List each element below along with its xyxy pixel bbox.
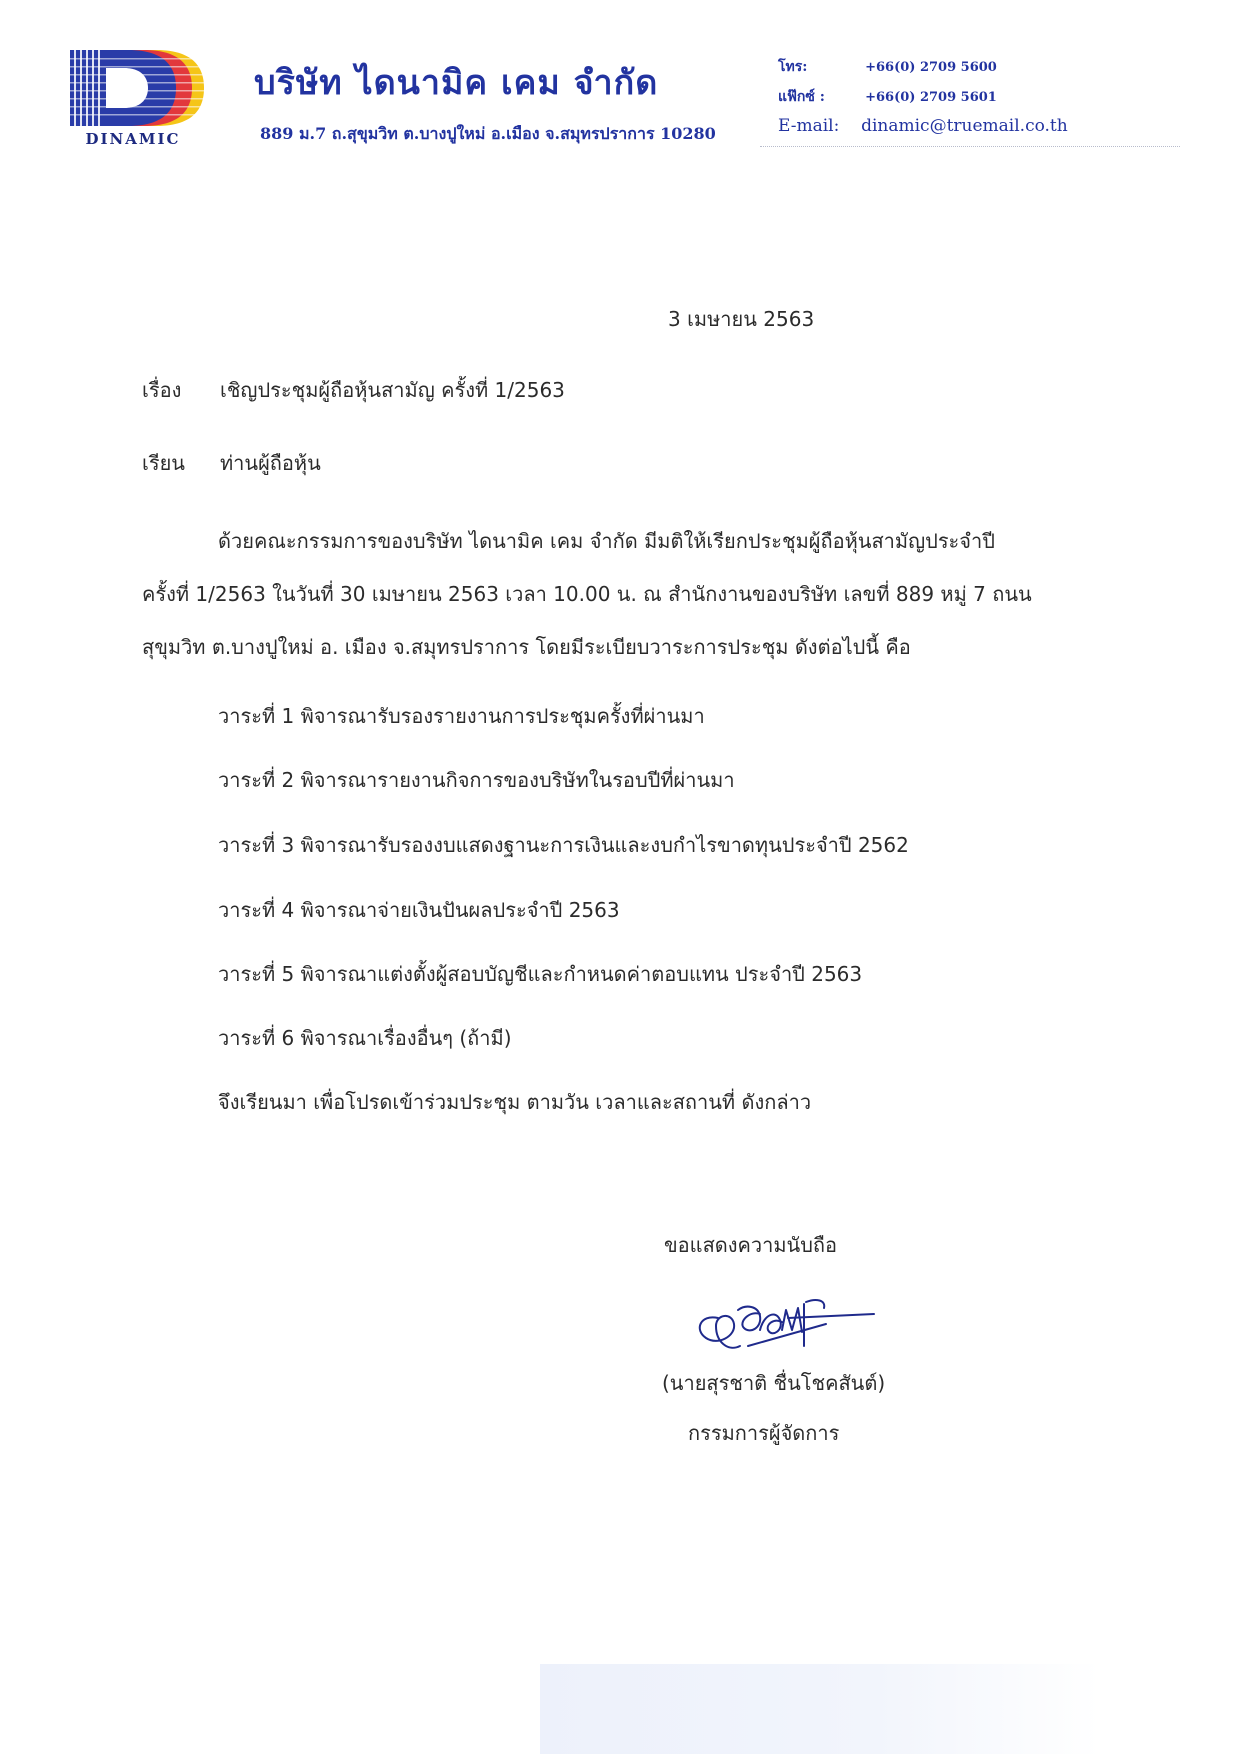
agenda-item-5: วาระที่ 5 พิจารณาแต่งตั้งผู้สอบบัญชีและกำหนดค่าตอบแทน ประจำปี 2563	[218, 962, 863, 986]
scan-edge-tint	[540, 1664, 1100, 1754]
agenda-item-4: วาระที่ 4 พิจารณาจ่ายเงินปันผลประจำปี 2563	[218, 898, 620, 922]
email-row	[778, 116, 1068, 146]
subject-text: เชิญประชุมผู้ถือหุ้นสามัญ ครั้งที่ 1/2563	[220, 378, 565, 402]
email-label: E-mail:	[778, 116, 840, 136]
signer-title: กรรมการผู้จัดการ	[688, 1421, 840, 1445]
phone-value: +66(0) 2709 5600	[865, 60, 997, 75]
signer-name: (นายสุรชาติ ชื่นโชคสันต์)	[662, 1371, 886, 1395]
fax-label: แฟ๊กซ์ :	[778, 89, 825, 105]
phone-label: โทร:	[778, 59, 808, 75]
closing-sentence: จึงเรียนมา เพื่อโปรดเข้าร่วมประชุม ตามวัน เวลาและสถานที่ ดังกล่าว	[218, 1090, 812, 1114]
company-logo	[68, 46, 208, 156]
agenda-item-3: วาระที่ 3 พิจารณารับรองงบแสดงฐานะการเงินและงบกำไรขาดทุนประจำปี 2562	[218, 833, 909, 857]
letter-date: 3 เมษายน 2563	[668, 307, 815, 331]
paragraph-line: ด้วยคณะกรรมการของบริษัท ไดนามิค เคม จำกัด มีมติให้เรียกประชุมผู้ถือหุ้นสามัญประจำปี	[218, 529, 995, 553]
subject-label: เรื่อง	[142, 378, 182, 402]
dinamic-d-logo-icon	[68, 46, 208, 130]
recipient-label: เรียน	[142, 451, 185, 475]
fax-value: +66(0) 2709 5601	[865, 90, 997, 105]
fax-row	[778, 86, 1068, 116]
logo-wordmark: DINAMIC	[85, 130, 181, 148]
header-divider	[760, 146, 1180, 147]
contact-block	[778, 56, 1068, 146]
regards-text: ขอแสดงความนับถือ	[664, 1233, 838, 1257]
phone-row	[778, 56, 1068, 86]
email-value: dinamic@truemail.co.th	[861, 116, 1068, 136]
agenda-item-2: วาระที่ 2 พิจารณารายงานกิจการของบริษัทในรอบปีที่ผ่านมา	[218, 768, 735, 792]
company-address: 889 ม.7 ถ.สุขุมวิท ต.บางปูใหม่ อ.เมือง จ.สมุทรปราการ 10280	[260, 124, 716, 143]
agenda-item-1: วาระที่ 1 พิจารณารับรองรายงานการประชุมครั้งที่ผ่านมา	[218, 704, 705, 728]
paragraph-line: ครั้งที่ 1/2563 ในวันที่ 30 เมษายน 2563 เวลา 10.00 น. ณ สำนักงานของบริษัท เลขที่ 889 หมู่ 7 ถนน	[142, 582, 1032, 606]
handwritten-signature	[688, 1284, 878, 1364]
recipient-text: ท่านผู้ถือหุ้น	[220, 451, 321, 475]
company-name: บริษัท ไดนามิค เคม จำกัด	[254, 63, 659, 103]
agenda-item-6: วาระที่ 6 พิจารณาเรื่องอื่นๆ (ถ้ามี)	[218, 1026, 512, 1050]
signature-scribble-icon	[688, 1284, 878, 1364]
paragraph-line: สุขุมวิท ต.บางปูใหม่ อ. เมือง จ.สมุทรปราการ โดยมีระเบียบวาระการประชุม ดังต่อไปนี้ คือ	[142, 635, 911, 659]
